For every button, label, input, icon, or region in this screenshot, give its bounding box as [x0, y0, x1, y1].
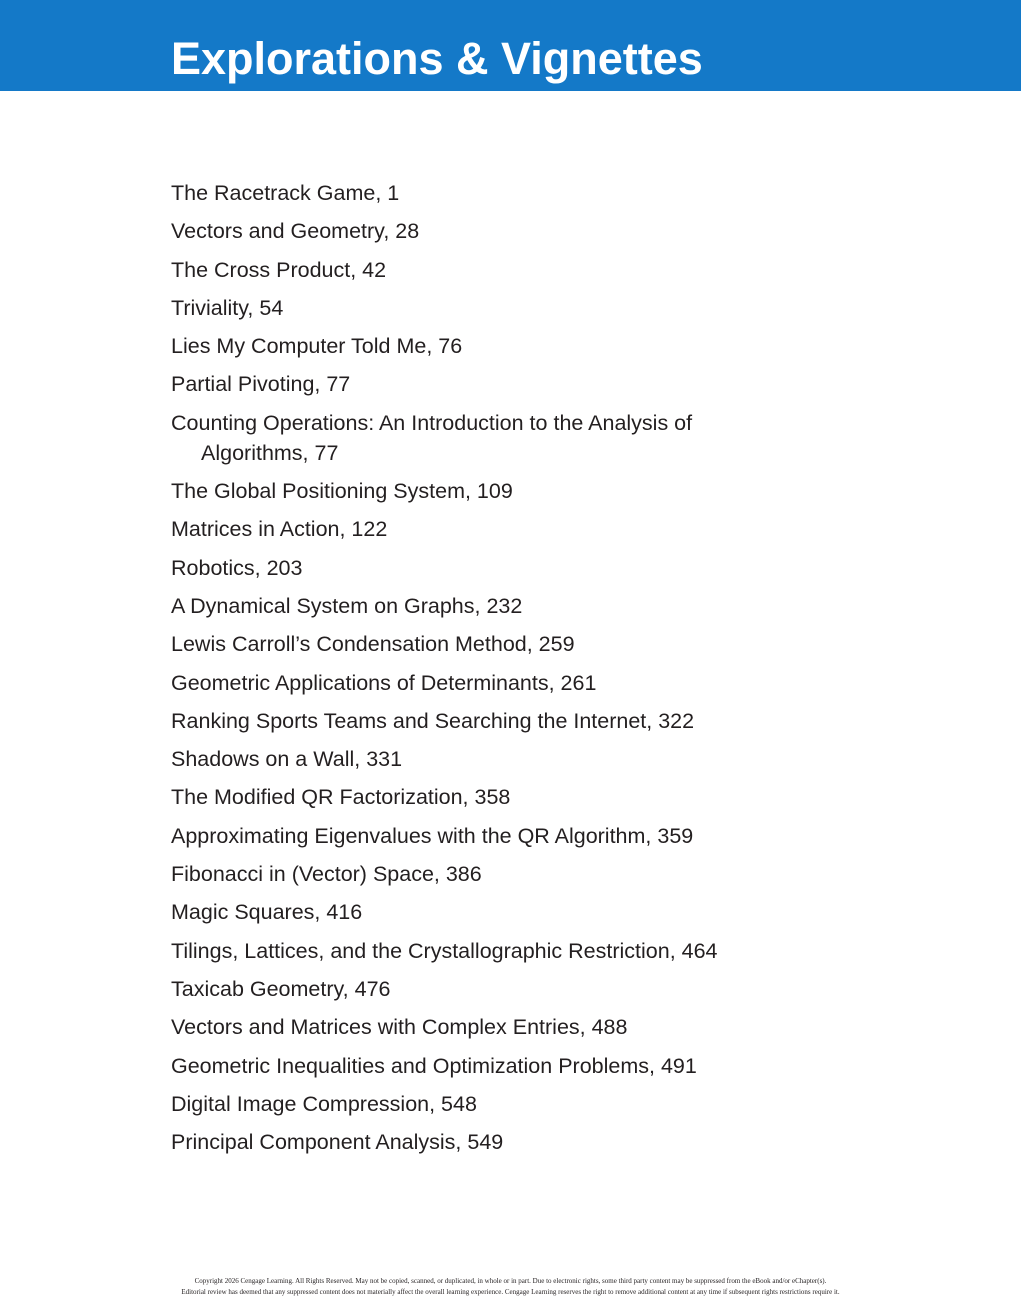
list-item: The Modified QR Factorization, 358 — [171, 785, 511, 810]
list-item: Vectors and Matrices with Complex Entries, 488 — [171, 1015, 628, 1040]
list-item: The Cross Product, 42 — [171, 257, 387, 282]
list-item: Magic Squares, 416 — [171, 900, 363, 925]
list-item: Partial Pivoting, 77 — [171, 372, 351, 397]
list-item: Lies My Computer Told Me, 76 — [171, 334, 463, 359]
list-item: Matrices in Action, 122 — [171, 517, 388, 542]
list-item: Counting Operations: An Introduction to the Analysis of Algorithms, 77 — [171, 410, 693, 465]
copyright-line: Copyright 2026 Cengage Learning. All Rights Reserved. May not be copied, scanned, or duplicated, in whole or in part. Due to electronic rights, some third party content may be suppressed from the eBook and/or eChapter(s). — [194, 1277, 827, 1285]
list-item: Digital Image Compression, 548 — [171, 1091, 477, 1116]
list-item: Fibonacci in (Vector) Space, 386 — [171, 862, 482, 887]
list-item: Vectors and Geometry, 28 — [171, 219, 420, 244]
list-item: The Global Positioning System, 109 — [171, 479, 513, 504]
list-item: Triviality, 54 — [171, 295, 284, 320]
list-item: Principal Component Analysis, 549 — [171, 1130, 504, 1155]
list-item: Approximating Eigenvalues with the QR Algorithm, 359 — [171, 823, 694, 848]
list-item: Taxicab Geometry, 476 — [171, 976, 391, 1001]
list-item: Ranking Sports Teams and Searching the Internet, 322 — [171, 708, 695, 733]
copyright-line: Editorial review has deemed that any suppressed content does not materially affect the overall learning experience. Cengage Learning reserves the right to remove additional content at any time if subsequent rights restrictions require it. — [181, 1287, 840, 1296]
contents-list — [171, 178, 871, 1165]
list-item: Tilings, Lattices, and the Crystallographic Restriction, 464 — [171, 938, 718, 963]
list-item: Lewis Carroll’s Condensation Method, 259 — [171, 632, 575, 657]
list-item: Robotics, 203 — [171, 555, 303, 580]
list-item: Geometric Inequalities and Optimization Problems, 491 — [171, 1053, 697, 1078]
list-item: Geometric Applications of Determinants, 261 — [171, 670, 597, 695]
list-item: The Racetrack Game, 1 — [171, 181, 400, 205]
list-item: Shadows on a Wall, 331 — [171, 747, 403, 772]
copyright-footer — [0, 1276, 1021, 1297]
header-band — [0, 0, 1021, 91]
list-item: A Dynamical System on Graphs, 232 — [171, 593, 523, 618]
page-title: Explorations & Vignettes — [171, 33, 703, 84]
